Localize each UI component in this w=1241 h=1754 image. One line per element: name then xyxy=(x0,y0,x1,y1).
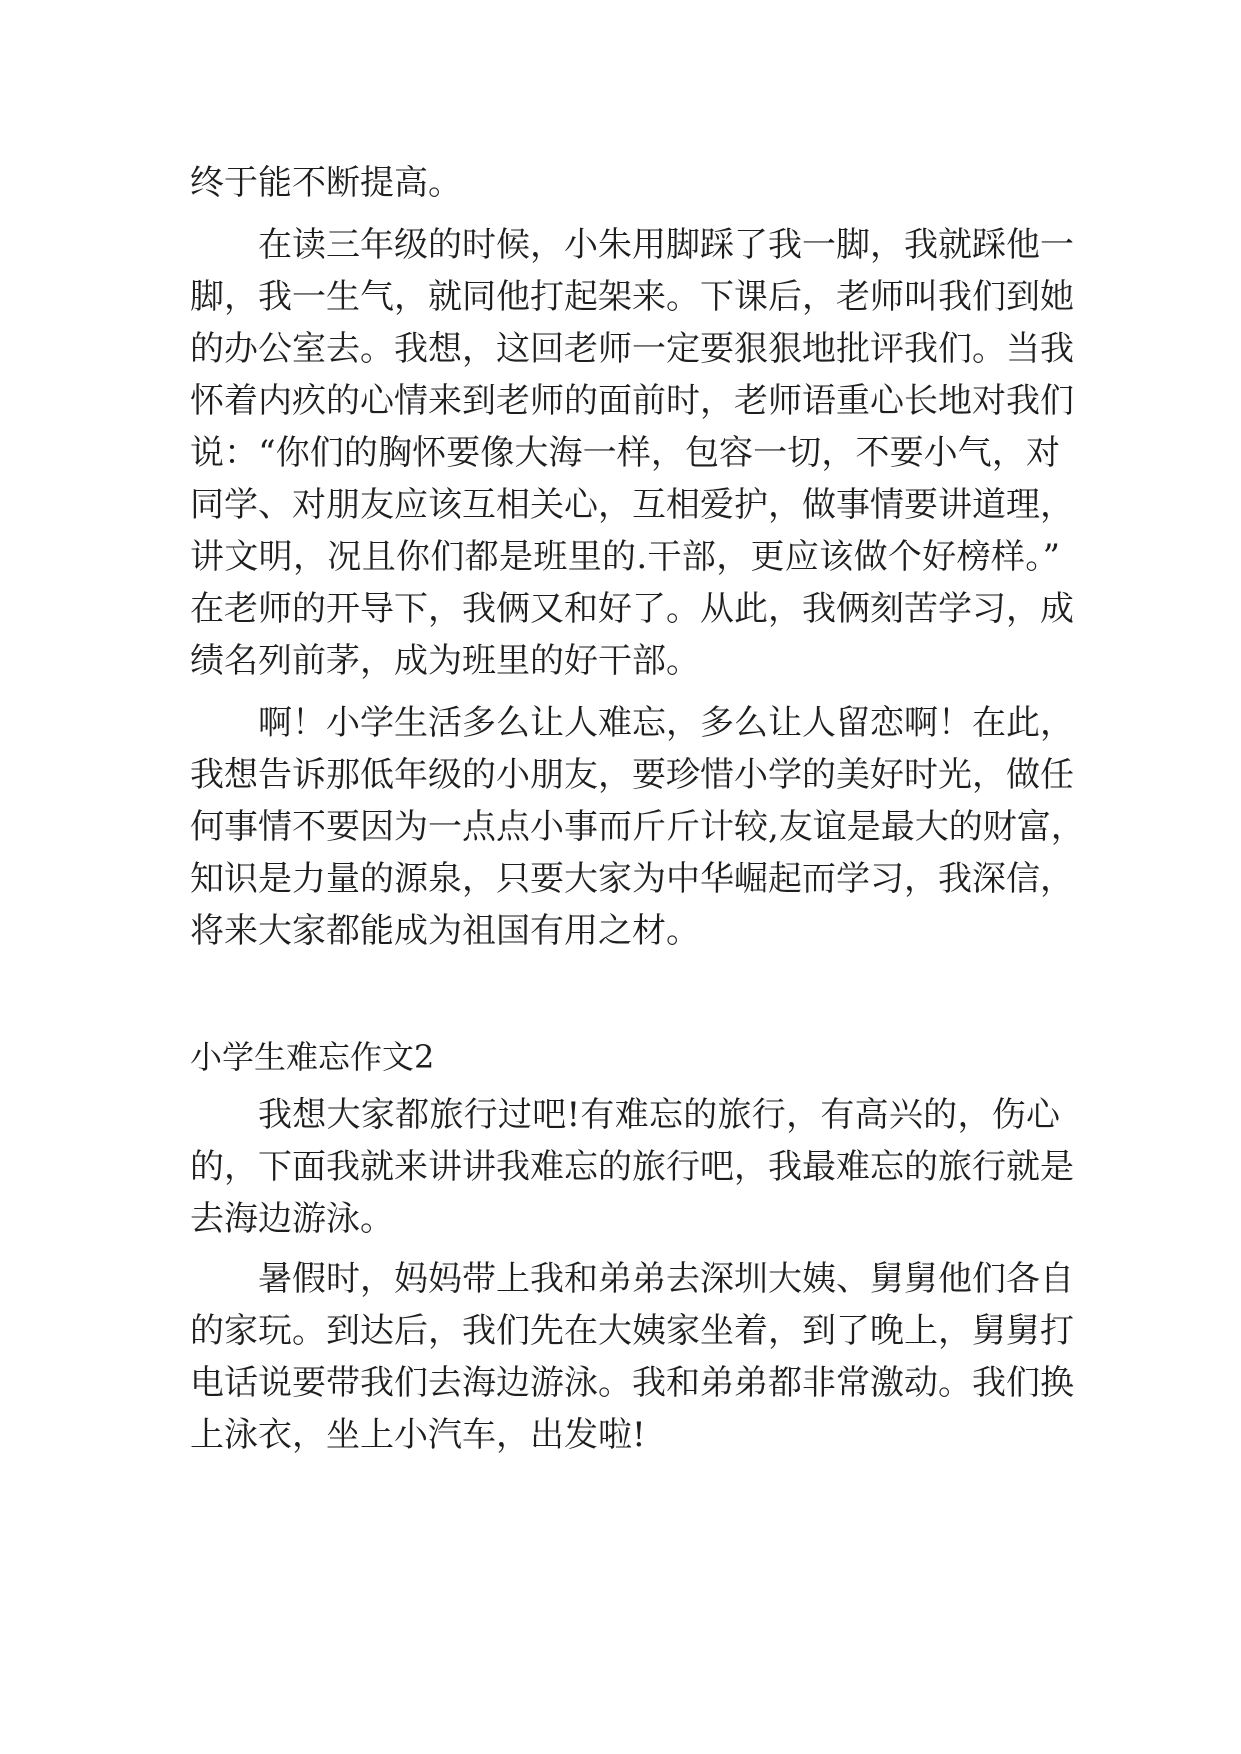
text-line: 脚，我一生气，就同他打起架来。下课后，老师叫我们到她 xyxy=(190,277,1074,317)
text-line: 暑假时，妈妈带上我和弟弟去深圳大姨、舅舅他们各自 xyxy=(258,1259,1074,1299)
section-title: 小学生难忘作文2 xyxy=(190,1038,435,1076)
text-line: 的家玩。到达后，我们先在大姨家坐着，到了晚上，舅舅打 xyxy=(190,1311,1074,1351)
text-line: 讲文明，况且你们都是班里的.干部，更应该做个好榜样。” xyxy=(190,537,1060,577)
text-line: 在读三年级的时候，小朱用脚踩了我一脚，我就踩他一 xyxy=(258,225,1074,265)
text-line: 怀着内疚的心情来到老师的面前时，老师语重心长地对我们 xyxy=(190,381,1074,421)
text-line: 啊！小学生活多么让人难忘，多么让人留恋啊！在此， xyxy=(258,703,1074,743)
text-line: 上泳衣，坐上小汽车，出发啦! xyxy=(190,1415,646,1455)
text-line: 电话说要带我们去海边游泳。我和弟弟都非常激动。我们换 xyxy=(190,1363,1074,1403)
text-line: 知识是力量的源泉，只要大家为中华崛起而学习，我深信， xyxy=(190,859,1074,899)
text-line: 去海边游泳。 xyxy=(190,1199,394,1239)
text-line: 的，下面我就来讲讲我难忘的旅行吧，我最难忘的旅行就是 xyxy=(190,1147,1074,1187)
text-line: 说：“你们的胸怀要像大海一样，包容一切，不要小气，对 xyxy=(190,433,1060,473)
text-line: 将来大家都能成为祖国有用之材。 xyxy=(190,911,700,951)
text-line: 绩名列前茅，成为班里的好干部。 xyxy=(190,641,700,681)
text-line: 在老师的开导下，我俩又和好了。从此，我俩刻苦学习，成 xyxy=(190,589,1074,629)
text-line: 我想大家都旅行过吧!有难忘的旅行，有高兴的，伤心 xyxy=(258,1095,1060,1135)
text-line: 终于能不断提高。 xyxy=(190,163,462,203)
text-line: 我想告诉那低年级的小朋友，要珍惜小学的美好时光，做任 xyxy=(190,755,1074,795)
text-line: 何事情不要因为一点点小事而斤斤计较,友谊是最大的财富， xyxy=(190,807,1085,847)
text-line: 同学、对朋友应该互相关心，互相爱护，做事情要讲道理， xyxy=(190,485,1074,525)
text-line: 的办公室去。我想，这回老师一定要狠狠地批评我们。当我 xyxy=(190,329,1074,369)
